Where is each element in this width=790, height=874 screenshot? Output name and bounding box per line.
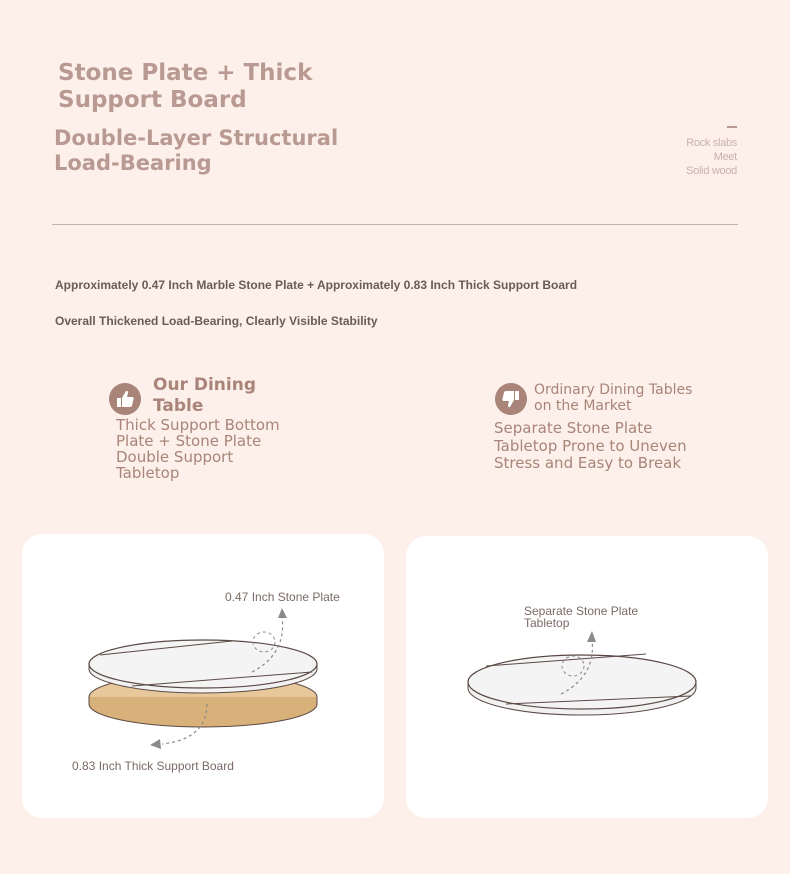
single-stone-plate-diagram bbox=[406, 536, 768, 818]
market-description: Separate Stone Plate Tabletop Prone to Uneven Stress and Easy to Break bbox=[494, 419, 687, 472]
stone-plate-label: 0.47 Inch Stone Plate bbox=[225, 590, 340, 604]
thumbs-up-icon bbox=[109, 383, 141, 415]
market-table-illustration bbox=[406, 536, 768, 818]
market-heading: Ordinary Dining Tables on the Market bbox=[534, 382, 693, 414]
support-board-label: 0.83 Inch Thick Support Board bbox=[72, 759, 234, 773]
our-table-illustration bbox=[22, 534, 384, 818]
thumbs-down-icon bbox=[495, 383, 527, 415]
description-line: Approximately 0.47 Inch Marble Stone Plate + Approximately 0.83 Inch Thick Support Board bbox=[55, 278, 578, 292]
side-caption bbox=[686, 136, 737, 178]
divider bbox=[52, 224, 738, 225]
sub-title: Double-Layer Structural Load-Bearing bbox=[54, 126, 339, 175]
description-line: Overall Thickened Load-Bearing, Clearly Visible Stability bbox=[55, 314, 378, 328]
ours-description: Thick Support Bottom Plate + Stone Plate Double Support Tabletop bbox=[116, 416, 280, 482]
side-line: Solid wood bbox=[686, 165, 737, 177]
side-line: Meet bbox=[713, 151, 737, 163]
main-title: Stone Plate + Thick Support Board bbox=[58, 60, 313, 113]
layered-tabletop-diagram bbox=[22, 534, 384, 818]
ours-heading: Our Dining Table bbox=[153, 375, 256, 416]
side-line: Rock slabs bbox=[686, 137, 737, 149]
side-dash bbox=[727, 126, 737, 128]
separate-stone-plate-label: Separate Stone Plate Tabletop bbox=[524, 604, 639, 630]
